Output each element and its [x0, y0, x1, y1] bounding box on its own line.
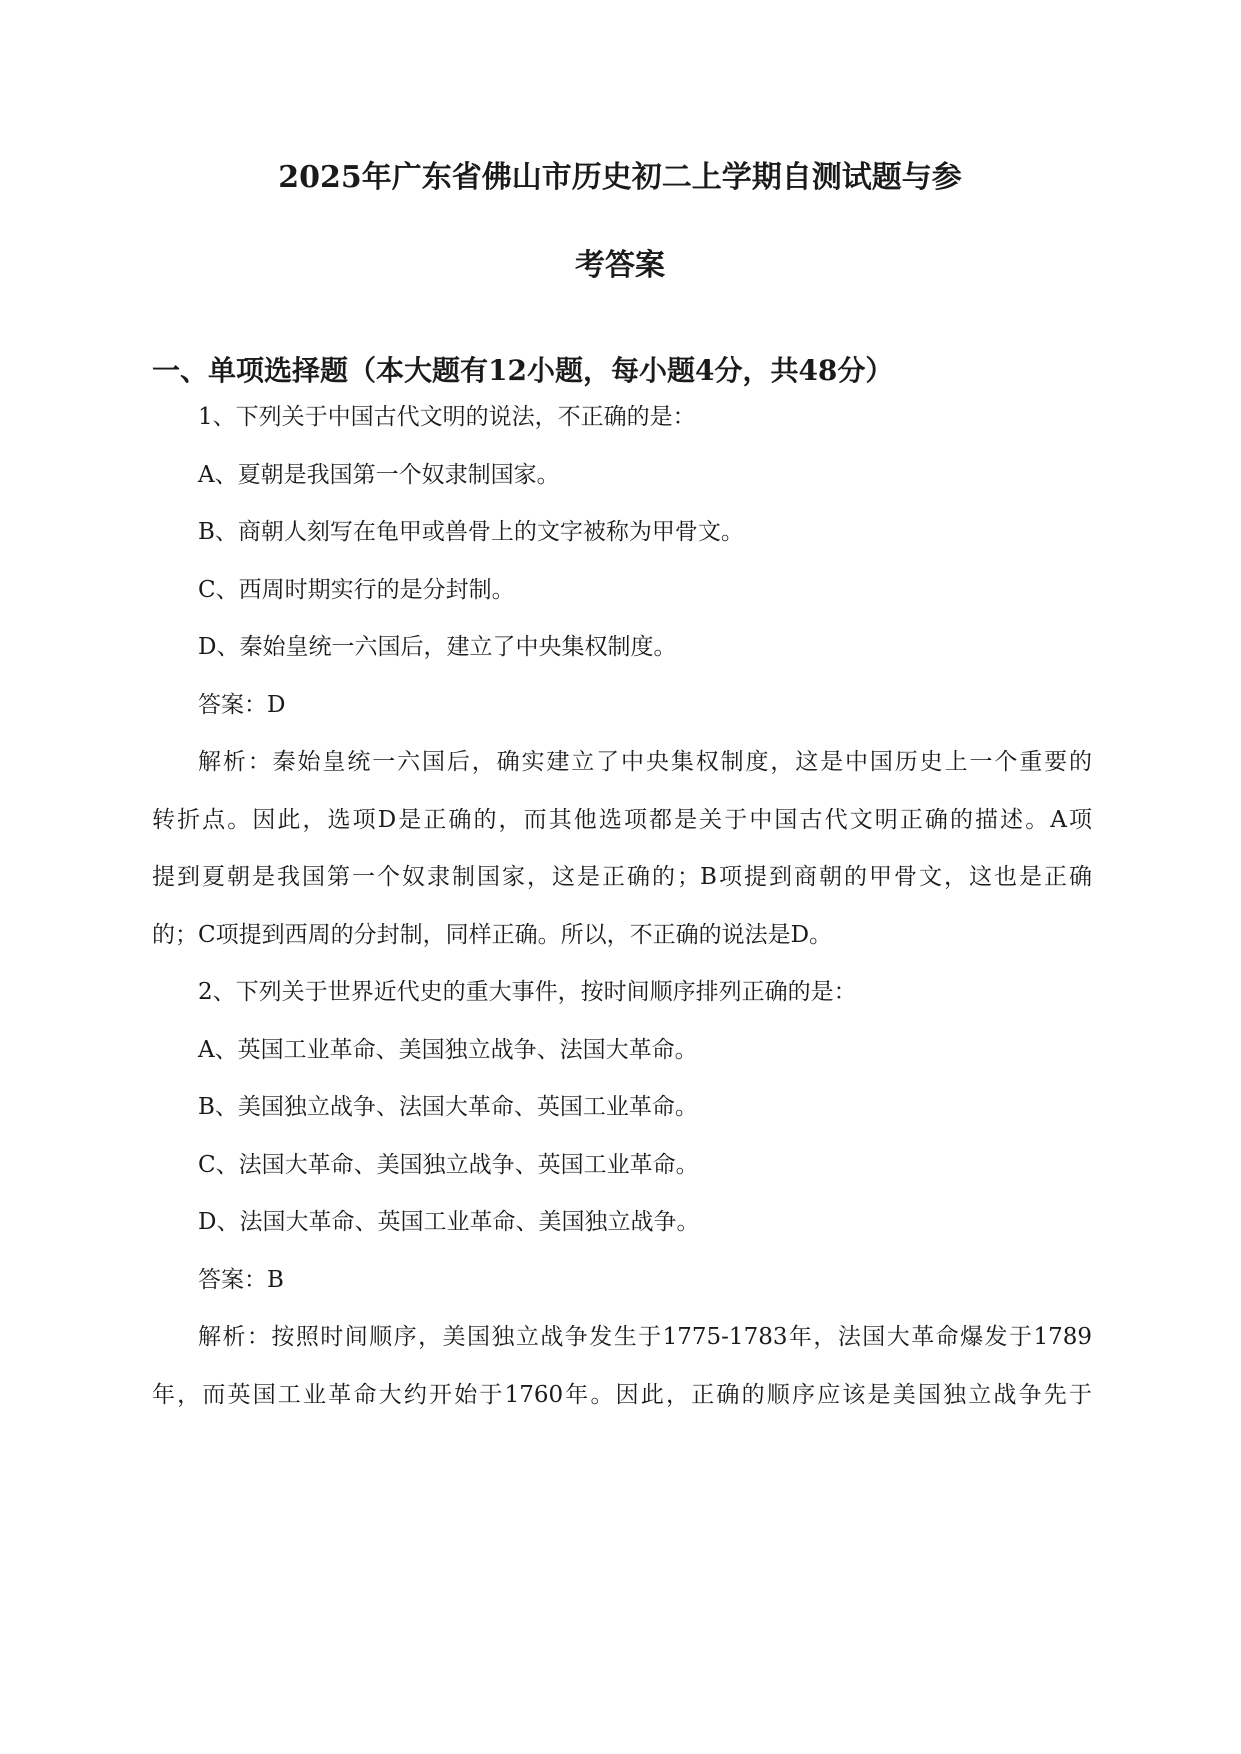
- question-2-option-b: B、美国独立战争、法国大革命、英国工业革命。: [198, 1094, 698, 1120]
- question-1-option-c: C、西周时期实行的是分封制。: [198, 577, 515, 603]
- section-heading: 一、单项选择题（本大题有12小题，每小题4分，共48分）: [152, 354, 894, 387]
- question-2-option-c: C、法国大革命、美国独立战争、英国工业革命。: [198, 1152, 699, 1178]
- question-2-option-d: D、法国大革命、英国工业革命、美国独立战争。: [198, 1209, 700, 1235]
- question-1-answer: 答案：D: [198, 692, 286, 718]
- question-1-option-a: A、夏朝是我国第一个奴隶制国家。: [198, 462, 560, 488]
- question-2-option-a: A、英国工业革命、美国独立战争、法国大革命。: [198, 1037, 698, 1063]
- question-2-analysis-line: 年，而英国工业革命大约开始于1760年。因此，正确的顺序应该是美国独立战争先于: [152, 1382, 1092, 1408]
- document-title-line-1: 2025年广东省佛山市历史初二上学期自测试题与参: [278, 160, 962, 195]
- question-1-option-d: D、秦始皇统一六国后，建立了中央集权制度。: [198, 634, 677, 660]
- document-title-line-2: 考答案: [575, 248, 665, 283]
- question-2-stem: 2、下列关于世界近代史的重大事件，按时间顺序排列正确的是：: [198, 979, 857, 1005]
- question-1-analysis-line: 转折点。因此，选项D是正确的，而其他选项都是关于中国古代文明正确的描述。A项: [152, 807, 1092, 833]
- question-1-option-b: B、商朝人刻写在龟甲或兽骨上的文字被称为甲骨文。: [198, 519, 744, 545]
- question-1-stem: 1、下列关于中国古代文明的说法，不正确的是：: [198, 404, 696, 430]
- question-1-analysis-line: 的；C项提到西周的分封制，同样正确。所以，不正确的说法是D。: [152, 922, 833, 948]
- question-1-analysis-line: 解析：秦始皇统一六国后，确实建立了中央集权制度，这是中国历史上一个重要的: [198, 749, 1092, 775]
- question-1-analysis-line: 提到夏朝是我国第一个奴隶制国家，这是正确的；B项提到商朝的甲骨文，这也是正确: [152, 864, 1092, 890]
- question-2-analysis-line: 解析：按照时间顺序，美国独立战争发生于1775-1783年，法国大革命爆发于1789: [198, 1324, 1092, 1350]
- question-2-answer: 答案：B: [198, 1267, 284, 1293]
